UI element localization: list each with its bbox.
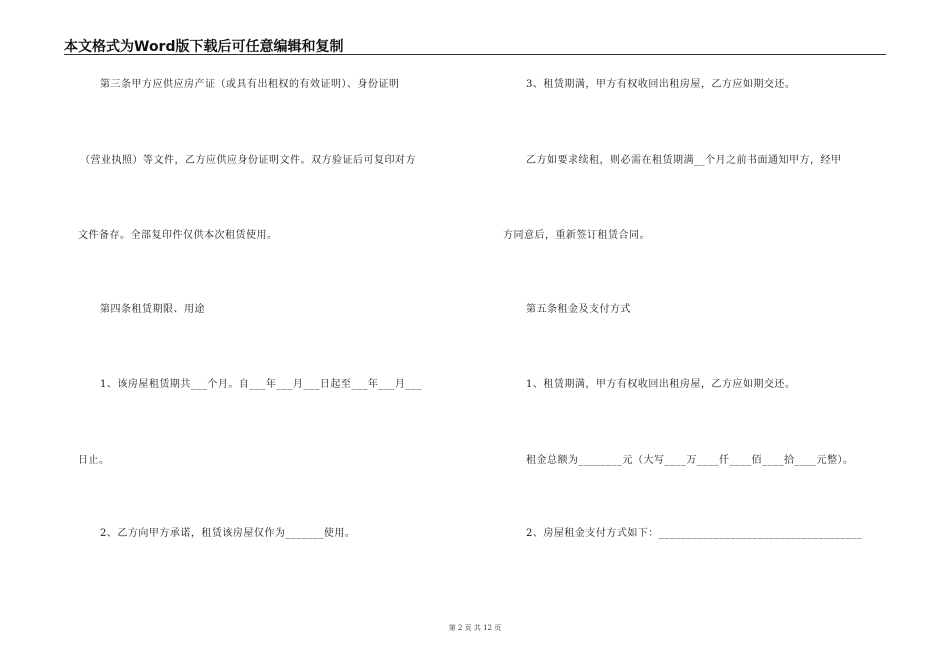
left-heading-article4: 第四条租赁期限、用途 (100, 304, 205, 315)
right-line-resign: 方同意后，重新签订租赁合同。 (503, 230, 650, 241)
header-divider (64, 54, 886, 55)
document-header (64, 36, 886, 54)
left-line-usage-promise: 2、乙方向甲方承诺，租赁该房屋仅作为_______使用。 (100, 528, 356, 539)
right-line-term-expiry: 3、租赁期满，甲方有权收回出租房屋，乙方应如期交还。 (526, 79, 796, 90)
left-line-copies: 文件备存。全部复印件仅供本次租赁使用。 (78, 230, 278, 241)
right-line-payment-method: 2、房屋租金支付方式如下：_____________________________________ (526, 528, 863, 539)
right-heading-article5: 第五条租金及支付方式 (526, 304, 631, 315)
right-line-renewal: 乙方如要求续租，则必需在租赁期满__个月之前书面通知甲方，经甲 (526, 155, 842, 166)
left-line-article3: 第三条甲方应供应房产证（或具有出租权的有效证明）、身份证明 (100, 79, 400, 90)
left-line-lease-term: 1、该房屋租赁期共___个月。自___年___月___日起至___年___月___ (100, 379, 422, 390)
left-line-business-license: （营业执照）等文件，乙方应供应身份证明文件。双方验证后可复印对方 (80, 155, 416, 166)
header-title: 本文格式为Word版下载后可任意编辑和复制 (64, 39, 344, 55)
left-line-term-end: 日止。 (78, 455, 110, 466)
right-line-rent-total: 租金总额为________元（大写____万____仟____佰____拾____元整）。 (526, 455, 854, 466)
right-line-expiry-repeat: 1、租赁期满，甲方有权收回出租房屋，乙方应如期交还。 (526, 379, 796, 390)
page-number: 第 2 页 共 12 页 (448, 624, 502, 632)
